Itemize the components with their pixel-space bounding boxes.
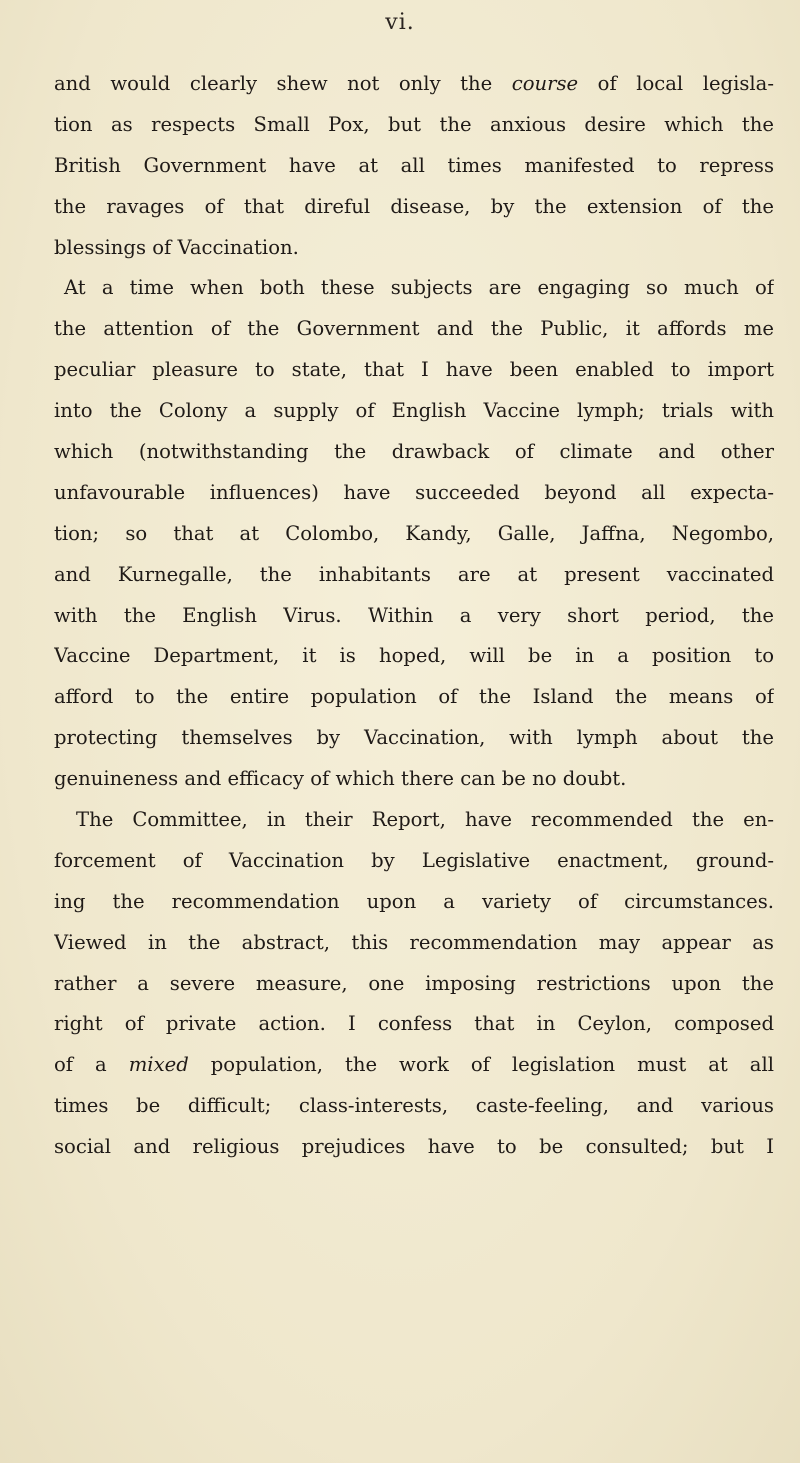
text-line <box>54 964 774 1005</box>
text-line <box>54 800 774 841</box>
paragraph-p1 <box>54 64 774 268</box>
page-number: vi. <box>385 10 415 35</box>
text-segment: Vaccine Department, it is hoped, will be in a position to <box>54 644 774 668</box>
text-segment: of local legisla- <box>578 72 774 95</box>
text-line <box>54 187 774 228</box>
italic-text: mixed <box>128 1053 189 1077</box>
text-segment: which (notwithstanding the drawback of climate and other <box>54 440 774 464</box>
text-line <box>54 146 774 187</box>
text-line <box>54 759 774 800</box>
text-segment: the ravages of that direful disease, by the extension of the <box>54 194 774 218</box>
text-segment: into the Colony a supply of English Vaccine lymph; trials with <box>54 399 774 423</box>
text-line <box>54 1004 774 1045</box>
text-line <box>54 555 774 596</box>
italic-text: course <box>511 72 579 95</box>
text-segment: the attention of the Government and the Public, it affords me <box>54 317 774 341</box>
text-line <box>54 228 774 269</box>
text-line <box>54 391 774 432</box>
text-line <box>54 636 774 677</box>
text-segment: with the English Virus. Within a very short period, the <box>54 603 774 627</box>
text-segment: At a time when both these subjects are engaging so much of <box>64 276 774 300</box>
text-segment: tion; so that at Colombo, Kandy, Galle, Jaffna, Negombo, <box>54 521 774 545</box>
text-line <box>54 1127 774 1168</box>
text-line <box>54 350 774 391</box>
text-segment: The Committee, in their Report, have recommended the en- <box>76 808 774 832</box>
text-segment: tion as respects Small Pox, but the anxious desire which the <box>54 112 774 136</box>
text-segment: blessings of Vaccination. <box>54 235 299 259</box>
text-line <box>54 923 774 964</box>
text-line <box>54 718 774 759</box>
text-segment: genuineness and efficacy of which there can be no doubt. <box>54 767 627 791</box>
text-line <box>54 841 774 882</box>
text-segment: forcement of Vaccination by Legislative enactment, ground- <box>54 848 774 872</box>
text-segment: Viewed in the abstract, this recommendation may appear as <box>54 930 774 954</box>
text-line <box>54 677 774 718</box>
text-segment: right of private action. I confess that in Ceylon, composed <box>54 1012 774 1036</box>
text-segment: protecting themselves by Vaccination, with lymph about the <box>54 726 774 750</box>
text-line <box>54 1086 774 1127</box>
text-segment: rather a severe measure, one imposing restrictions upon the <box>54 971 774 995</box>
text-segment: afford to the entire population of the Island the means of <box>54 685 774 709</box>
text-segment: British Government have at all times manifested to repress <box>54 153 774 177</box>
text-segment: and Kurnegalle, the inhabitants are at present vaccinated <box>54 562 774 586</box>
text-segment: peculiar pleasure to state, that I have been enabled to import <box>54 358 774 382</box>
text-line <box>54 514 774 555</box>
text-line <box>54 64 774 105</box>
text-segment: unfavourable influences) have succeeded beyond all expecta- <box>54 480 774 504</box>
text-line <box>54 882 774 923</box>
text-line <box>54 596 774 637</box>
text-segment: of a <box>54 1053 129 1077</box>
text-segment: and would clearly shew not only the <box>54 72 512 95</box>
paragraph-p2 <box>54 268 774 800</box>
text-line <box>54 268 774 309</box>
text-line <box>54 432 774 473</box>
paragraph-p3 <box>54 800 774 1168</box>
text-segment: times be difficult; class-interests, caste-feeling, and various <box>54 1094 774 1118</box>
text-segment: ing the recommendation upon a variety of circumstances. <box>54 889 774 913</box>
text-line <box>54 309 774 350</box>
text-segment: social and religious prejudices have to be consulted; but I <box>54 1135 774 1159</box>
text-line <box>54 1045 774 1086</box>
text-line <box>54 473 774 514</box>
text-line <box>54 105 774 146</box>
text-segment: population, the work of legislation must at all <box>188 1053 774 1077</box>
body-text <box>54 64 774 1168</box>
